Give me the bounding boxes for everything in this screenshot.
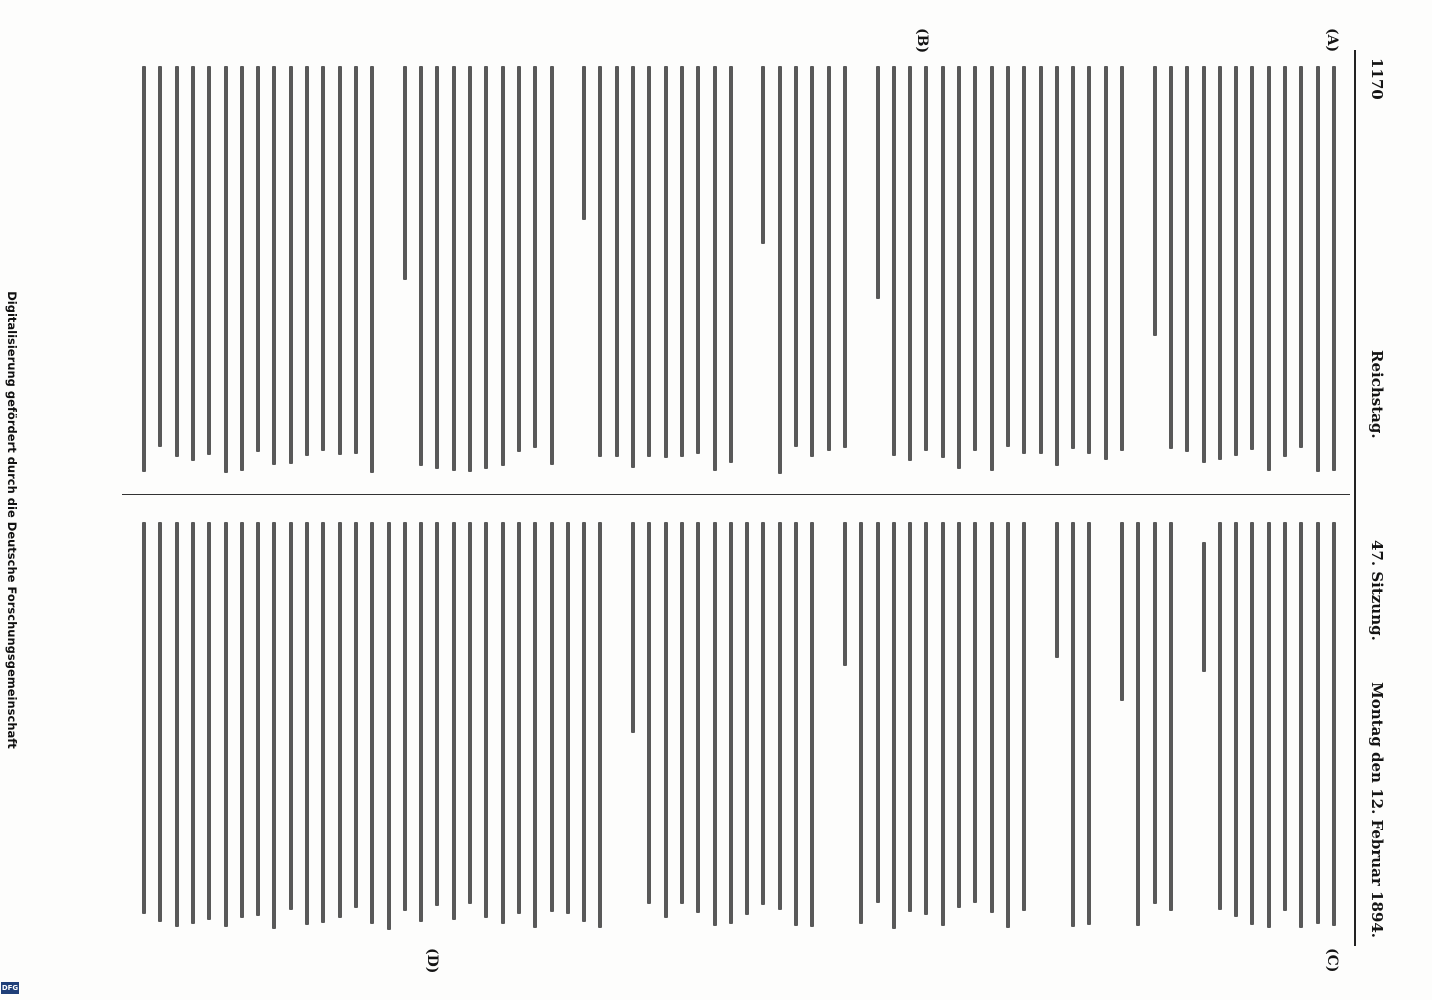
text-line (908, 66, 912, 461)
text-line (517, 522, 521, 914)
text-line (1316, 522, 1320, 924)
text-line (403, 522, 407, 911)
text-line (224, 66, 228, 473)
text-line (501, 522, 505, 924)
text-line (387, 522, 391, 930)
text-line (598, 66, 602, 457)
text-line (990, 522, 994, 913)
text-line (1153, 66, 1157, 336)
text-line (370, 522, 374, 924)
funding-credit-text: Digitalisierung gefördert durch die Deutsche Forschungsgemeinschaft (5, 291, 19, 749)
text-line (598, 522, 602, 928)
text-line (321, 66, 325, 451)
text-line (1283, 66, 1287, 457)
text-line (1071, 66, 1075, 449)
text-line (207, 522, 211, 920)
text-line (452, 522, 456, 920)
text-line (1039, 66, 1043, 454)
text-line (256, 522, 260, 916)
text-line (631, 66, 635, 468)
text-line (1055, 66, 1059, 466)
text-line (778, 66, 782, 474)
left-column-text (122, 66, 1342, 476)
text-line (973, 66, 977, 451)
marker-c: (C) (1324, 948, 1340, 973)
text-line (729, 66, 733, 463)
text-line (892, 66, 896, 456)
text-line (1332, 522, 1336, 926)
text-line (745, 522, 749, 915)
text-line (1022, 522, 1026, 911)
text-line (1250, 66, 1254, 450)
text-line (892, 522, 896, 929)
text-line (468, 522, 472, 904)
text-line (876, 522, 880, 903)
text-line (827, 66, 831, 451)
text-line (1136, 522, 1140, 926)
text-line (1332, 66, 1336, 471)
marker-d: (D) (424, 948, 440, 974)
text-line (550, 66, 554, 465)
text-line (338, 522, 342, 918)
text-line (778, 522, 782, 910)
text-line (941, 522, 945, 926)
text-line (289, 66, 293, 464)
text-line (175, 66, 179, 457)
text-line (941, 66, 945, 458)
text-line (142, 522, 146, 914)
text-line (289, 522, 293, 910)
text-line (207, 66, 211, 455)
text-line (794, 522, 798, 926)
text-line (680, 66, 684, 457)
text-line (1104, 66, 1108, 460)
text-line (1169, 522, 1173, 911)
text-line (484, 66, 488, 469)
text-line (566, 522, 570, 914)
text-line (1087, 66, 1091, 454)
text-line (533, 522, 537, 928)
dfg-logo: DFG (1, 984, 19, 992)
text-line (224, 522, 228, 927)
column-rule (122, 494, 1350, 495)
text-line (1087, 522, 1091, 925)
text-line (729, 522, 733, 924)
text-line (240, 522, 244, 918)
text-line (1202, 542, 1206, 672)
text-line (1299, 522, 1303, 928)
text-line (419, 66, 423, 466)
text-line (794, 66, 798, 447)
text-line (843, 66, 847, 448)
text-line (810, 66, 814, 457)
text-line (305, 66, 309, 456)
marker-a: (A) (1324, 28, 1340, 53)
text-line (452, 66, 456, 471)
text-line (876, 66, 880, 299)
right-column-text (122, 522, 1342, 932)
header-session: 47. Sitzung. (1368, 540, 1386, 641)
text-line (1153, 522, 1157, 904)
header-date: Montag den 12. Februar 1894. (1368, 682, 1386, 938)
text-line (1234, 522, 1238, 917)
text-line (158, 522, 162, 922)
text-line (1120, 66, 1124, 451)
text-line (990, 66, 994, 471)
text-line (908, 522, 912, 912)
text-line (1120, 522, 1124, 701)
text-line (240, 66, 244, 471)
text-line (354, 522, 358, 908)
text-line (403, 66, 407, 280)
text-line (664, 66, 668, 458)
header-body: Reichstag. (1368, 350, 1386, 439)
text-line (321, 522, 325, 923)
marker-b: (B) (914, 28, 930, 54)
text-line (1267, 66, 1271, 471)
text-line (191, 522, 195, 924)
text-line (957, 66, 961, 469)
header-rule (1354, 50, 1356, 946)
rotated-page (78, 22, 1400, 974)
text-line (305, 522, 309, 925)
text-line (272, 522, 276, 929)
text-line (957, 522, 961, 908)
text-line (256, 66, 260, 452)
text-line (713, 522, 717, 926)
text-line (191, 66, 195, 461)
text-line (435, 66, 439, 469)
page-frame (78, 22, 1400, 974)
text-line (533, 66, 537, 448)
text-line (713, 66, 717, 471)
text-line (859, 522, 863, 924)
text-line (158, 66, 162, 447)
text-line (484, 522, 488, 918)
text-line (338, 66, 342, 455)
text-line (924, 522, 928, 915)
text-line (517, 66, 521, 452)
text-line (1022, 66, 1026, 454)
text-line (647, 66, 651, 457)
text-line (1006, 522, 1010, 928)
text-line (501, 66, 505, 466)
text-line (1250, 522, 1254, 925)
text-line (142, 66, 146, 472)
text-line (175, 522, 179, 927)
text-line (1202, 66, 1206, 463)
text-line (1185, 66, 1189, 452)
text-line (631, 522, 635, 733)
text-line (1071, 522, 1075, 927)
funding-credit (4, 50, 20, 990)
text-line (370, 66, 374, 473)
text-line (1316, 66, 1320, 472)
text-line (924, 66, 928, 451)
text-line (843, 522, 847, 666)
text-line (973, 522, 977, 903)
text-line (1283, 522, 1287, 911)
text-line (1055, 522, 1059, 658)
text-line (696, 522, 700, 913)
text-line (1169, 66, 1173, 449)
text-line (582, 66, 586, 220)
text-line (272, 66, 276, 465)
page-number: 1170 (1368, 58, 1386, 100)
text-line (419, 522, 423, 922)
text-line (1006, 66, 1010, 447)
text-line (1218, 522, 1222, 910)
running-head (1360, 50, 1394, 946)
text-line (761, 66, 765, 244)
text-line (550, 522, 554, 912)
text-line (664, 522, 668, 918)
text-line (696, 66, 700, 454)
text-line (354, 66, 358, 454)
text-line (435, 522, 439, 906)
text-line (468, 66, 472, 472)
text-line (1267, 522, 1271, 928)
text-line (615, 66, 619, 457)
text-line (582, 522, 586, 922)
text-line (1299, 66, 1303, 448)
text-line (1234, 66, 1238, 456)
text-line (1218, 66, 1222, 460)
text-line (680, 522, 684, 904)
text-line (761, 522, 765, 905)
text-line (810, 522, 814, 927)
text-line (647, 522, 651, 904)
